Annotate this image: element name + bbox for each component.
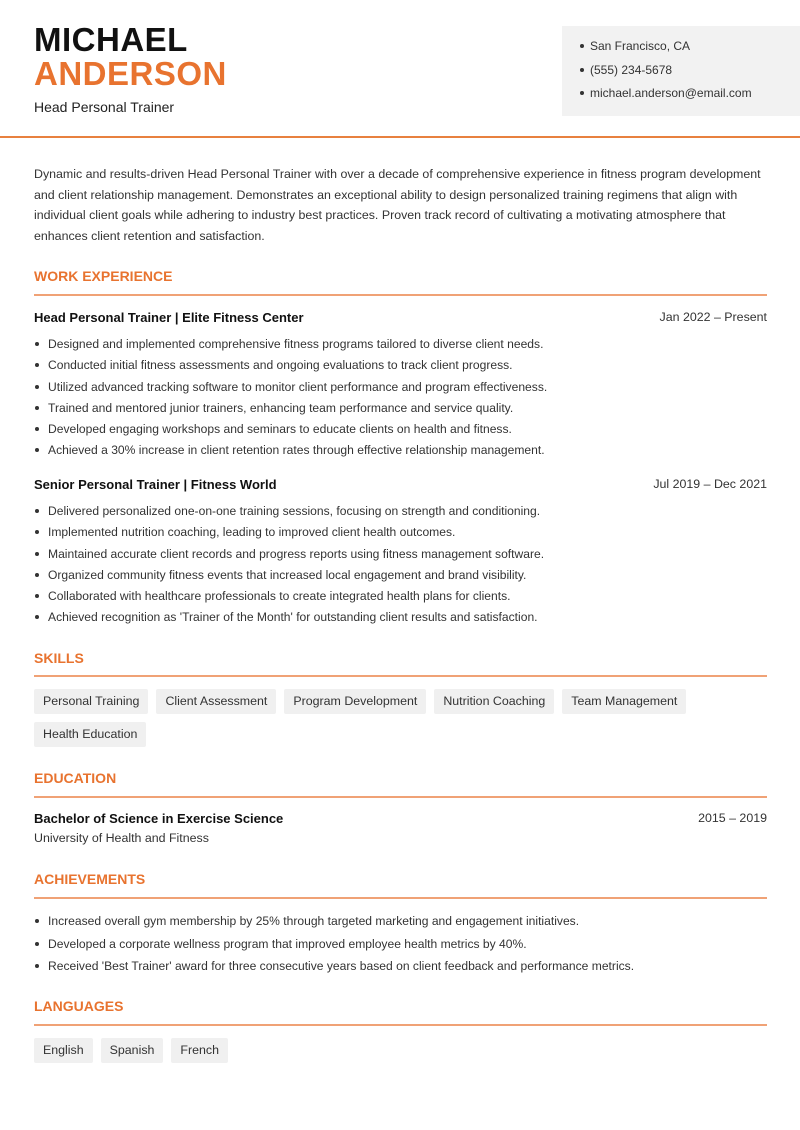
list-item: Received 'Best Trainer' award for three consecutive years based on client feedback and performance metrics.: [34, 958, 767, 981]
bullet-icon: [35, 964, 39, 968]
section-divider: [34, 675, 767, 677]
job-date: Jul 2019 – Dec 2021: [653, 477, 767, 491]
job-header: [34, 477, 767, 495]
contact-email: michael.anderson@email.com: [580, 85, 800, 109]
skills-list: [34, 689, 774, 747]
job-role: Senior Personal Trainer | Fitness World: [34, 477, 277, 492]
skill-tag: Personal Training: [34, 689, 148, 714]
job-date: Jan 2022 – Present: [659, 310, 767, 324]
bullet-icon: [35, 427, 39, 431]
professional-summary: Dynamic and results-driven Head Personal Trainer with over a decade of comprehensive experience in fitness program development and client relationship management. Demonstrates an exceptional ability to design personalized training regimens that align with individual client goals while adhering to industry best practices. Proven track record of cultivating a motivating atmosphere that enhances client retention and satisfaction.: [34, 167, 761, 243]
list-item: Developed engaging workshops and seminars to educate clients on health and fitness.: [34, 421, 767, 442]
bullet-icon: [35, 406, 39, 410]
language-tag: Spanish: [101, 1038, 164, 1063]
last-name: ANDERSON: [34, 55, 227, 92]
bullet-icon: [35, 942, 39, 946]
job-role: Head Personal Trainer | Elite Fitness Center: [34, 310, 304, 325]
bullet-icon: [35, 363, 39, 367]
job-header: [34, 310, 767, 328]
contact-phone: (555) 234-5678: [580, 62, 800, 86]
skill-tag: Nutrition Coaching: [434, 689, 554, 714]
section-divider: [34, 1024, 767, 1026]
list-item: Collaborated with healthcare professionals to create integrated health plans for clients.: [34, 588, 767, 609]
section-divider: [34, 294, 767, 296]
list-item: Maintained accurate client records and progress reports using fitness management software.: [34, 546, 767, 567]
resume-header: [0, 0, 800, 138]
list-item: Designed and implemented comprehensive fitness programs tailored to diverse client needs.: [34, 336, 767, 357]
bullet-icon: [580, 44, 584, 48]
school-name: University of Health and Fitness: [34, 831, 209, 845]
languages-heading: LANGUAGES: [34, 998, 124, 1014]
list-item: Delivered personalized one-on-one training sessions, focusing on strength and conditioning.: [34, 503, 767, 524]
first-name: MICHAEL: [34, 21, 188, 58]
skill-tag: Client Assessment: [156, 689, 276, 714]
list-item: Implemented nutrition coaching, leading to improved client health outcomes.: [34, 524, 767, 545]
list-item: Conducted initial fitness assessments and ongoing evaluations to track client progress.: [34, 357, 767, 378]
job-bullets: [34, 503, 767, 631]
list-item: Trained and mentored junior trainers, enhancing team performance and service quality.: [34, 400, 767, 421]
bullet-icon: [35, 573, 39, 577]
skills-heading: SKILLS: [34, 650, 84, 666]
job-title: Head Personal Trainer: [34, 99, 175, 115]
achievements-list: [34, 913, 767, 981]
education-heading: EDUCATION: [34, 770, 117, 786]
bullet-icon: [35, 919, 39, 923]
work-experience-heading: WORK EXPERIENCE: [34, 268, 173, 284]
list-item: Utilized advanced tracking software to monitor client performance and program effectiveness.: [34, 379, 767, 400]
skill-tag: Team Management: [562, 689, 686, 714]
job-bullets: [34, 336, 767, 464]
education-date: 2015 – 2019: [698, 811, 767, 825]
contact-location: San Francisco, CA: [580, 38, 800, 62]
list-item: Achieved recognition as 'Trainer of the Month' for outstanding client results and satisfaction.: [34, 609, 767, 630]
section-divider: [34, 796, 767, 798]
bullet-icon: [35, 552, 39, 556]
degree: Bachelor of Science in Exercise Science: [34, 811, 284, 826]
skill-tag: Program Development: [284, 689, 426, 714]
bullet-icon: [35, 530, 39, 534]
list-item: Organized community fitness events that increased local engagement and brand visibility.: [34, 567, 767, 588]
bullet-icon: [35, 509, 39, 513]
languages-list: [34, 1038, 774, 1063]
skill-tag: Health Education: [34, 722, 146, 747]
bullet-icon: [35, 594, 39, 598]
contact-box: [562, 26, 800, 116]
list-item: Achieved a 30% increase in client retention rates through effective relationship management.: [34, 442, 767, 463]
bullet-icon: [35, 385, 39, 389]
language-tag: French: [171, 1038, 228, 1063]
bullet-icon: [35, 448, 39, 452]
bullet-icon: [35, 615, 39, 619]
list-item: Increased overall gym membership by 25% through targeted marketing and engagement initiatives.: [34, 913, 767, 936]
bullet-icon: [580, 91, 584, 95]
section-divider: [34, 897, 767, 899]
achievements-heading: ACHIEVEMENTS: [34, 871, 146, 887]
bullet-icon: [580, 68, 584, 72]
bullet-icon: [35, 342, 39, 346]
list-item: Developed a corporate wellness program that improved employee health metrics by 40%.: [34, 936, 767, 959]
language-tag: English: [34, 1038, 93, 1063]
